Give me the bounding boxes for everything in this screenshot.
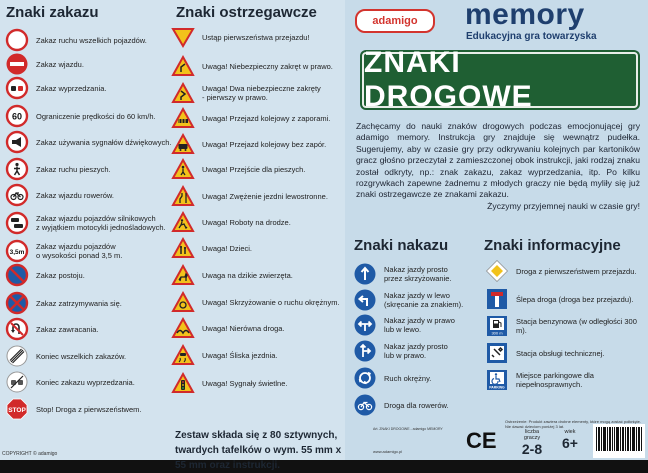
no-horn-icon <box>6 131 28 153</box>
dead-end-icon <box>486 288 508 310</box>
end-of-restrictions-icon <box>6 345 28 367</box>
ostrzegawcze-label: Uwaga! Niebezpieczny zakręt w prawo. <box>202 61 333 71</box>
ostrzegawcze-label: Uwaga na dzikie zwierzęta. <box>202 270 293 280</box>
no-pedestrians-icon <box>6 158 28 180</box>
informacyjne-row <box>486 369 648 391</box>
copyright: COPYRIGHT © adamigo <box>2 451 58 457</box>
adamigo-logo: adamigo <box>355 9 435 33</box>
zakazu-row <box>6 264 85 286</box>
ostrzegawcze-label: Uwaga! Dzieci. <box>202 243 253 253</box>
age-label: wiek <box>564 429 576 435</box>
dangerous-curve-right-icon <box>172 55 194 77</box>
website-url: www.adamigo.pl <box>373 449 403 454</box>
service-station-icon <box>486 342 508 364</box>
ahead-or-right-icon <box>354 340 376 362</box>
uneven-road-icon <box>172 317 194 339</box>
nakazu-row <box>354 340 448 362</box>
nakazu-label: Nakaz jazdy prosto lub w prawo. <box>384 342 448 360</box>
intro-text <box>356 121 640 212</box>
title-road-sign <box>362 46 638 113</box>
zakazu-row <box>6 212 166 234</box>
informacyjne-label: Stacja benzynowa (w odległości 300 m). <box>516 317 637 335</box>
height-limit-text: 3,5m <box>9 249 25 256</box>
stop-sign-text: STOP <box>8 406 26 414</box>
zakazu-label: Koniec zakazu wyprzedzania. <box>36 377 135 387</box>
speed-limit-text: 60 <box>11 111 23 122</box>
zakazu-row <box>6 345 126 367</box>
ostrzegawcze-label: Uwaga! Dwa niebezpieczne zakręty - pierwszy w prawo. <box>202 84 321 102</box>
zakazu-label: Zakaz zatrzymywania się. <box>36 298 122 308</box>
ostrzegawcze-label: Uwaga! Skrzyżowanie o ruchu okrężnym. <box>202 297 340 307</box>
ostrzegawcze-row <box>172 237 252 259</box>
slippery-road-icon <box>172 344 194 366</box>
heading-nakazu: Znaki nakazu <box>354 237 449 254</box>
barcode-icon <box>593 424 645 458</box>
age-value: 6+ <box>562 435 578 451</box>
intro-closing: Życzymy przyjemnej nauki w czasie gry! <box>487 200 640 211</box>
stop-sign-icon <box>6 398 28 420</box>
ostrzegawcze-row <box>172 264 293 286</box>
informacyjne-row <box>486 288 634 310</box>
ostrzegawcze-row <box>172 158 305 180</box>
distance-text: 300 m <box>491 330 503 336</box>
parking-text: PARKING <box>489 385 505 390</box>
ahead-only-icon <box>354 263 376 285</box>
informacyjne-label: Stacja obsługi technicznej. <box>516 348 605 358</box>
zakazu-row <box>6 29 147 51</box>
informacyjne-row <box>486 342 604 364</box>
zakazu-label: Koniec wszelkich zakazów. <box>36 351 127 361</box>
zakazu-row <box>6 292 122 314</box>
height-limit-icon <box>6 240 28 262</box>
wild-animals-icon <box>172 264 194 286</box>
railway-crossing-no-gates-icon <box>172 133 194 155</box>
nakazu-row <box>354 289 463 311</box>
contents-description: Zestaw składa się z 80 sztywnych, twardych tafelków o wym. 55 mm x 55 mm oraz instrukcji. <box>175 430 342 471</box>
no-entry-icon <box>6 53 28 75</box>
double-curve-icon <box>172 82 194 104</box>
zakazu-row <box>6 53 84 75</box>
informacyjne-label: Droga z pierwszeństwem przejazdu. <box>516 266 637 276</box>
zakazu-row <box>6 158 111 180</box>
zakazu-row <box>6 131 171 153</box>
zakazu-row <box>6 371 135 393</box>
title-text: ZNAKI DROGOWE <box>364 46 533 113</box>
product-info: Art. ZNAKI DROGOWE - adamigo MEMORY <box>373 427 443 431</box>
zakazu-row <box>6 105 156 127</box>
zakazu-label: Zakaz wjazdu rowerów. <box>36 190 114 200</box>
ostrzegawcze-label: Uwaga! Przejście dla pieszych. <box>202 164 306 174</box>
zakazu-label: Zakaz zawracania. <box>36 324 99 334</box>
roundabout-icon <box>354 367 376 389</box>
ce-mark: CE <box>466 428 497 453</box>
no-parking-icon <box>6 264 28 286</box>
zakazu-row <box>6 240 122 262</box>
ostrzegawcze-label: Uwaga! Zwężenie jezdni lewostronne. <box>202 191 328 201</box>
no-vehicles-icon <box>6 29 28 51</box>
ostrzegawcze-row <box>172 211 291 233</box>
turn-right-or-left-icon <box>354 314 376 336</box>
no-stopping-icon <box>6 292 28 314</box>
zakazu-label: Stop! Droga z pierwszeństwem. <box>36 404 142 414</box>
zakazu-label: Zakaz wjazdu pojazdów silnikowych z wyjątkiem motocykli jednośladowych. <box>36 214 166 232</box>
ostrzegawcze-label: Uwaga! Sygnały świetlne. <box>202 378 288 388</box>
nakazu-label: Nakaz jazdy prosto przez skrzyżowanie. <box>384 265 452 283</box>
petrol-station-icon <box>486 315 508 337</box>
railway-crossing-gates-icon <box>172 107 194 129</box>
ostrzegawcze-row <box>172 133 326 155</box>
priority-road-icon <box>486 260 508 282</box>
ostrzegawcze-label: Ustąp pierwszeństwa przejazdu! <box>202 32 310 42</box>
road-narrows-left-icon <box>172 185 194 207</box>
pedestrian-crossing-icon <box>172 158 194 180</box>
zakazu-label: Zakaz ruchu wszelkich pojazdów. <box>36 35 147 45</box>
ostrzegawcze-row <box>172 107 330 129</box>
turn-left-icon <box>354 289 376 311</box>
roadworks-icon <box>172 211 194 233</box>
ostrzegawcze-label: Uwaga! Roboty na drodze. <box>202 217 291 227</box>
no-bicycles-icon <box>6 184 28 206</box>
ostrzegawcze-row <box>172 55 333 77</box>
ostrzegawcze-row <box>172 317 285 339</box>
disabled-parking-icon <box>486 369 508 391</box>
zakazu-label: Zakaz wjazdu. <box>36 59 84 69</box>
brand-subtitle: Edukacyjna gra towarzyska <box>466 31 597 42</box>
ostrzegawcze-label: Uwaga! Przejazd kolejowy z zaporami. <box>202 113 331 123</box>
zakazu-row <box>6 398 141 420</box>
speed-limit-icon <box>6 105 28 127</box>
players-label: liczba graczy <box>523 429 541 441</box>
zakazu-row <box>6 184 114 206</box>
zakazu-label: Zakaz postoju. <box>36 270 85 280</box>
nakazu-label: Droga dla rowerów. <box>384 400 449 410</box>
nakazu-label: Nakaz jazdy w prawo lub w lewo. <box>384 316 455 334</box>
nakazu-row <box>354 263 452 285</box>
zakazu-label: Zakaz wyprzedzania. <box>36 83 107 93</box>
nakazu-row <box>354 314 455 336</box>
nakazu-row <box>354 367 431 389</box>
intro-paragraph: Zachęcamy do nauki znaków drogowych podczas emocjonującej gry adamigo memory. Instrukcja gry znajduje się wewnątrz pudełka. Sugerujemy, aby w czasie gry przy odkrywaniu kolejnych par kartoników gracz głośno przeczytał z zamieszczonej obok instrukcji, jaki rodzaj znaku został odkryty, np.: znak zakazu, zakaz wyprzedzania, itp. Po kilku rozgrywkach zapewne żadnemu z młodych graczy nie będą myliły się już znaki ostrzegawcze ze znakami zakazu. <box>356 121 640 200</box>
players-value: 2-8 <box>521 441 543 457</box>
heading-zakazu: Znaki zakazu <box>6 4 99 21</box>
nakazu-row <box>354 394 449 416</box>
yield-icon <box>172 26 194 48</box>
ostrzegawcze-row <box>172 291 340 313</box>
heading-ostrzegawcze: Znaki ostrzegawcze <box>176 4 317 21</box>
ostrzegawcze-label: Uwaga! Przejazd kolejowy bez zapór. <box>202 139 327 149</box>
ostrzegawcze-row <box>172 344 277 366</box>
zakazu-label: Zakaz wjazdu pojazdów o wysokości ponad 3,5 m. <box>36 242 123 260</box>
nakazu-label: Nakaz jazdy w lewo (skręcanie za znakiem). <box>384 291 464 309</box>
children-icon <box>172 237 194 259</box>
informacyjne-row <box>486 260 636 282</box>
ostrzegawcze-row <box>172 372 287 394</box>
players-box <box>514 429 550 457</box>
brand-name: memory <box>465 0 585 31</box>
informacyjne-row <box>486 315 648 337</box>
cycle-path-icon <box>354 394 376 416</box>
no-u-turn-icon <box>6 318 28 340</box>
ostrzegawcze-label: Uwaga! Nierówna droga. <box>202 323 285 333</box>
zakazu-label: Ograniczenie prędkości do 60 km/h. <box>36 111 156 121</box>
nakazu-label: Ruch okrężny. <box>384 373 432 383</box>
no-overtaking-icon <box>6 77 28 99</box>
age-box <box>552 429 588 451</box>
zakazu-label: Zakaz używania sygnałów dźwiękowych. <box>36 137 172 147</box>
informacyjne-label: Miejsce parkingowe dla niepełnosprawnych. <box>516 371 594 389</box>
heading-informacyjne: Znaki informacyjne <box>484 237 621 254</box>
ostrzegawcze-label: Uwaga! Śliska jezdnia. <box>202 350 278 360</box>
no-motor-vehicles-icon <box>6 212 28 234</box>
zakazu-row <box>6 318 99 340</box>
ostrzegawcze-row <box>172 185 328 207</box>
zakazu-label: Zakaz ruchu pieszych. <box>36 164 111 174</box>
roundabout-warning-icon <box>172 291 194 313</box>
informacyjne-label: Ślepa droga (droga bez przejazdu). <box>516 294 634 304</box>
ostrzegawcze-row <box>172 26 310 48</box>
traffic-lights-icon <box>172 372 194 394</box>
ostrzegawcze-row <box>172 82 321 104</box>
end-no-overtaking-icon <box>6 371 28 393</box>
safety-warning: Ostrzeżenie: Produkt zawiera drobne elementy, które mogą zostać połknięte. Nie dawać dzieciom poniżej 3 lat. <box>505 419 641 429</box>
zakazu-row <box>6 77 106 99</box>
